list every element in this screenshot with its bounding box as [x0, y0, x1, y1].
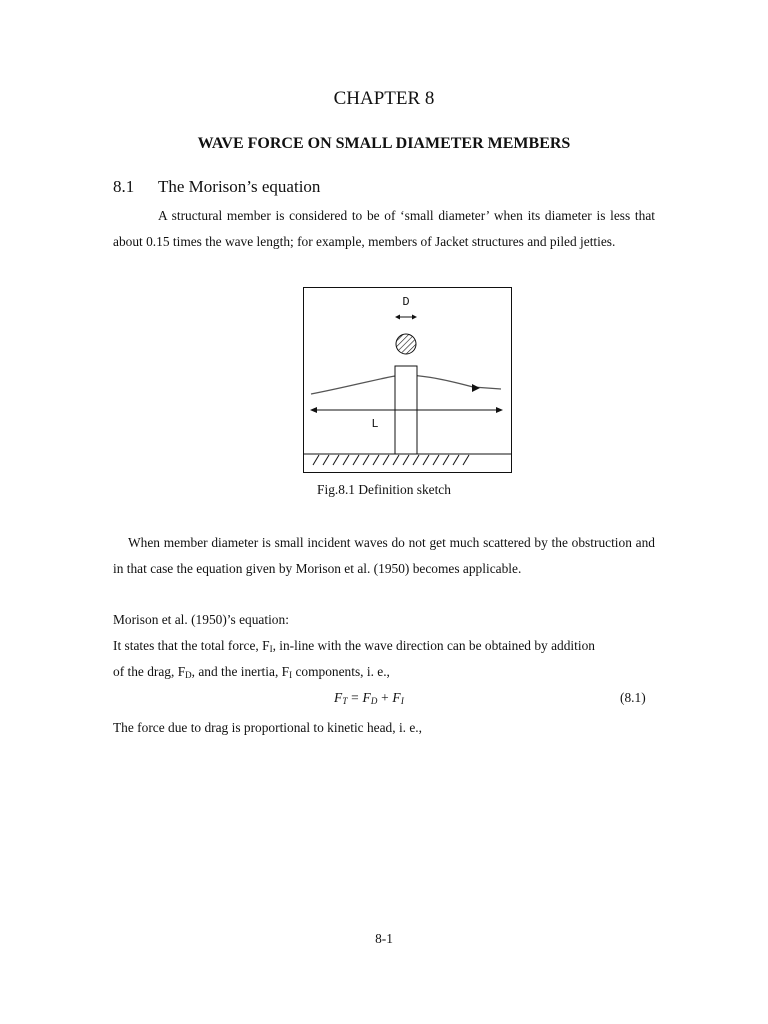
- wavelength-label: L: [371, 417, 379, 431]
- section-title: The Morison’s equation: [158, 177, 321, 196]
- diameter-label: D: [402, 295, 410, 309]
- figure-caption: Fig.8.1 Definition sketch: [317, 482, 451, 497]
- page-number: 8-1: [375, 931, 393, 946]
- morison-equation: $F_T = F_D + F_I$: [334, 690, 405, 706]
- components-line: of the drag, $F_D$, and the inertia, $F_I$ components, i. e.,: [113, 664, 390, 680]
- diameter-arrowhead-right: [412, 315, 417, 320]
- equation-number: (8.1): [620, 690, 646, 705]
- wavelength-arrowhead-left: [310, 407, 317, 413]
- paragraph-small-diameter: A structural member is considered to be of ‘small diameter’ when its diameter is less that about 0.15 times the wave length; for example, members of Jacket structures and piled jetties.: [113, 208, 655, 249]
- total-force-line: It states that the total force, $F_I$, in-line with the wave direction can be obtained by addition: [113, 638, 595, 654]
- diameter-arrowhead-left: [395, 315, 400, 320]
- drag-force-line: The force due to drag is proportional to kinetic head, i. e.,: [113, 720, 422, 735]
- section-number: 8.1: [113, 177, 135, 196]
- definition-sketch-svg: [303, 287, 512, 473]
- seabed-hatching: [313, 455, 469, 465]
- equation-intro-line: Morison et al. (1950)’s equation:: [113, 612, 289, 627]
- paragraph-member-diameter: When member diameter is small incident waves do not get much scattered by the obstruction and in that case the equation given by Morison et al. (1950) becomes applicable.: [113, 535, 655, 576]
- chapter-title: WAVE FORCE ON SMALL DIAMETER MEMBERS: [197, 135, 571, 152]
- member-cross-section: [396, 334, 416, 354]
- wave-direction-arrowhead: [472, 384, 480, 392]
- wavelength-arrowhead-right: [496, 407, 503, 413]
- chapter-heading: CHAPTER 8: [333, 88, 435, 109]
- definition-sketch-figure: [303, 287, 512, 473]
